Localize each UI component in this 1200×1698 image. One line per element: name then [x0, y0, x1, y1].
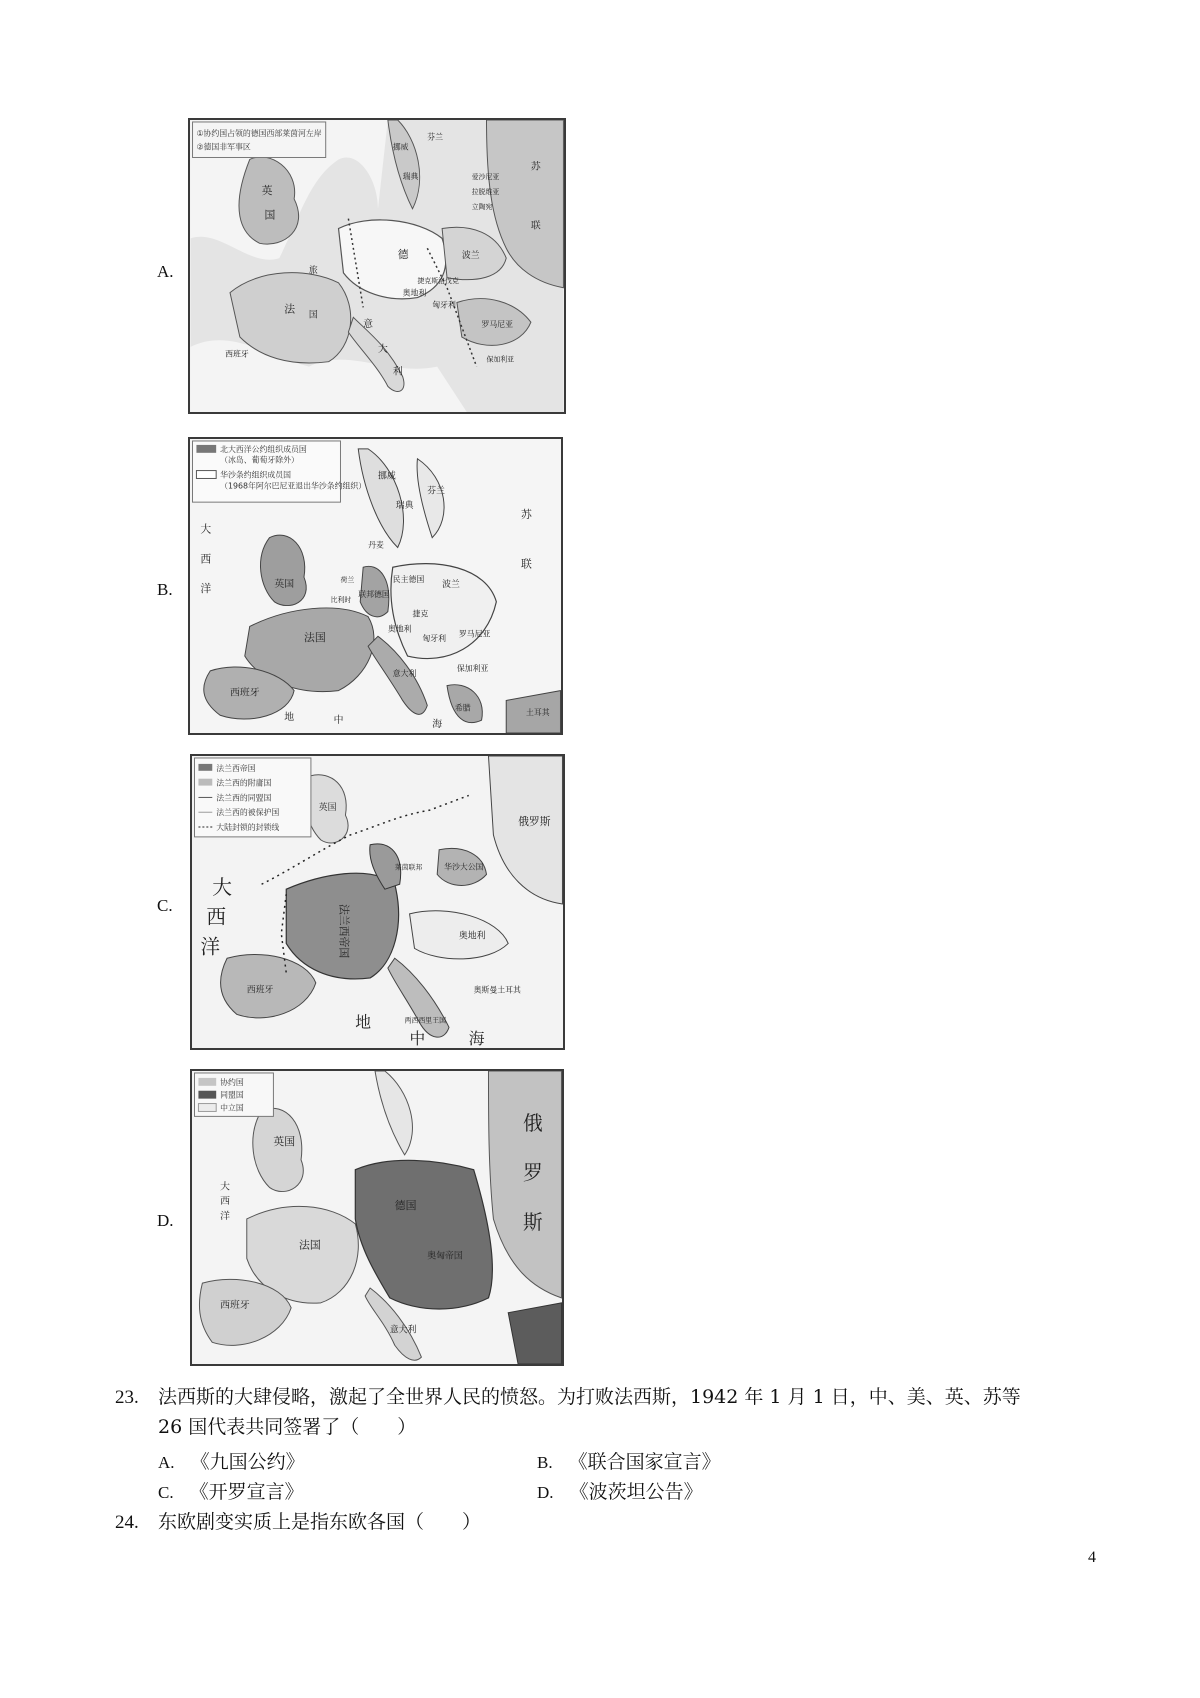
map-b-label: 意大利 [392, 668, 417, 678]
option-b-letter: B. [157, 580, 173, 599]
map-c-svg [192, 756, 563, 1048]
map-b-label: 瑞典 [395, 501, 414, 512]
map-c-label: 英国 [318, 803, 337, 814]
map-a-svg [190, 120, 564, 412]
map-d-legend-1: 协约国 [220, 1077, 244, 1087]
map-b-label: 海 [432, 719, 443, 731]
map-b-legend-1: 北大西洋公约组织成员国 [220, 444, 307, 454]
question-23-choice-a[interactable] [158, 1447, 305, 1474]
choice-text: 《九国公约》 [190, 1451, 305, 1473]
map-d-label: 西班牙 [220, 1299, 250, 1311]
map-a-label: 利 [392, 366, 403, 378]
choice-letter: B. [537, 1453, 553, 1472]
map-c-label: 两西西里王国 [404, 1016, 446, 1025]
question-23-number: 23. [115, 1387, 139, 1408]
map-d-label: 斯 [523, 1210, 543, 1234]
map-c-label: 西 [206, 905, 227, 929]
map-a-label: 西班牙 [225, 349, 249, 359]
map-c-label: 大 [212, 876, 232, 900]
map-b-label: 比利时 [330, 595, 352, 604]
map-c-legend-3: 法兰西的同盟国 [216, 793, 272, 803]
map-c-label: 奥地利 [458, 931, 486, 942]
map-b-label: 英国 [274, 578, 295, 590]
question-24-number: 24. [115, 1512, 139, 1533]
map-c-napoleonic-europe [190, 754, 565, 1050]
map-b-label: 西 [200, 552, 212, 566]
map-a-label: 奥地利 [402, 288, 427, 298]
map-c-label: 洋 [200, 935, 221, 959]
map-d-label: 洋 [220, 1210, 231, 1222]
map-d-label: 俄 [523, 1112, 543, 1136]
map-a-label: 波兰 [461, 251, 480, 262]
map-c-legend-4: 法兰西的被保护国 [216, 808, 280, 818]
map-a-label: 捷克斯洛伐克 [417, 276, 459, 285]
map-b-label: 民主德国 [392, 575, 425, 585]
map-b-label: 波兰 [442, 579, 460, 590]
map-c-label: 地 [355, 1012, 372, 1032]
map-a-versailles-europe [188, 118, 566, 414]
map-b-label: 匈牙利 [422, 634, 446, 644]
map-b-label: 联 [521, 557, 532, 571]
map-d-label: 罗 [523, 1161, 543, 1185]
map-d-label: 法国 [299, 1238, 321, 1252]
map-a-label: 旅 [308, 265, 318, 276]
page-number: 4 [1088, 1549, 1096, 1566]
map-b-label: 挪威 [377, 471, 396, 482]
map-c-label: 俄罗斯 [518, 815, 551, 829]
map-d-label: 奥匈帝国 [427, 1251, 463, 1262]
map-b-label: 苏 [521, 507, 532, 521]
map-b-label: 罗马尼亚 [458, 629, 491, 639]
map-a-legend-1: ①协约国占领的德国西部莱茵河左岸 [196, 128, 322, 138]
map-d-svg [192, 1071, 562, 1364]
map-d-legend-2: 同盟国 [220, 1090, 244, 1100]
map-a-label: 德 [397, 248, 409, 262]
question-23-choice-d[interactable] [537, 1477, 703, 1504]
option-c-letter: C. [157, 896, 173, 915]
map-a-label: 国 [308, 310, 318, 321]
map-d-wwi-europe [190, 1069, 564, 1366]
map-a-label: 挪威 [392, 142, 409, 152]
map-d-legend-3: 中立国 [220, 1103, 244, 1113]
choice-text: 《联合国家宣言》 [568, 1451, 721, 1473]
map-b-label: 奥地利 [387, 624, 412, 634]
map-b-cold-war-europe [188, 437, 563, 735]
choice-text: 《开罗宣言》 [189, 1481, 304, 1503]
map-c-legend-2: 法兰西的附庸国 [216, 778, 272, 788]
map-d-label: 大 [220, 1181, 231, 1193]
map-b-label: 法国 [303, 631, 326, 645]
map-b-label: 保加利亚 [456, 663, 489, 673]
map-d-label: 西 [220, 1196, 231, 1208]
map-a-label: 联 [530, 220, 541, 232]
map-a-label: 爱沙尼亚 [471, 173, 500, 182]
option-a-letter: A. [157, 262, 174, 281]
map-a-label: 匈牙利 [432, 300, 456, 310]
map-a-label: 芬兰 [427, 132, 444, 142]
map-b-label: 捷克 [412, 609, 429, 619]
option-d-letter: D. [157, 1211, 174, 1230]
map-c-label: 西班牙 [246, 985, 274, 996]
map-b-label: 荷兰 [340, 576, 355, 585]
map-a-label: 法 [284, 302, 296, 316]
map-a-label: 大 [377, 343, 388, 355]
map-c-label: 海 [468, 1029, 485, 1048]
map-a-label: 保加利亚 [486, 355, 515, 364]
map-c-label: 莱茵联邦 [394, 863, 423, 872]
map-a-label: 意 [363, 319, 374, 331]
map-b-label: 芬兰 [427, 486, 446, 497]
map-a-legend-2: ②德国非军事区 [196, 142, 251, 152]
map-c-legend-1: 法兰西帝国 [216, 763, 256, 773]
choice-letter: D. [537, 1483, 554, 1502]
map-b-legend-4: （1968年阿尔巴尼亚退出华沙条约组织） [220, 481, 367, 491]
question-23-choice-c[interactable] [158, 1477, 304, 1504]
map-c-label: 中 [409, 1029, 426, 1048]
map-b-label: 土耳其 [525, 708, 550, 718]
map-b-label: 联邦德国 [358, 589, 390, 599]
map-d-label: 意大利 [389, 1325, 417, 1336]
map-a-label: 瑞典 [402, 172, 419, 182]
map-c-label: 法兰西帝国 [337, 903, 351, 959]
map-a-label: 立陶宛 [471, 202, 493, 211]
choice-text: 《波茨坦公告》 [569, 1481, 703, 1503]
map-c-label: 华沙大公国 [444, 862, 484, 872]
question-24-stem: 东欧剧变实质上是指东欧各国（ ） [158, 1511, 482, 1533]
map-a-label: 罗马尼亚 [481, 320, 514, 330]
choice-letter: A. [158, 1453, 175, 1472]
question-23-choice-b[interactable] [537, 1447, 721, 1474]
map-a-label: 拉脱维亚 [471, 187, 500, 196]
map-b-label: 丹麦 [368, 540, 384, 550]
map-b-legend-2: （冰岛、葡萄牙除外） [220, 455, 299, 465]
choice-letter: C. [158, 1483, 174, 1502]
map-b-label: 洋 [200, 581, 212, 595]
map-d-label: 德国 [394, 1199, 417, 1213]
map-b-label: 地 [284, 712, 295, 724]
question-23-stem-line1: 法西斯的大肆侵略，激起了全世界人民的愤怒。为打败法西斯，1942 年 1 月 1 日，中、美、英、苏等 [158, 1386, 1021, 1408]
map-a-label: 苏 [530, 161, 541, 173]
question-23-stem-line2: 26 国代表共同签署了（ ） [158, 1416, 417, 1438]
map-c-legend-5: 大陆封锁的封锁线 [216, 822, 280, 832]
map-b-label: 希腊 [454, 703, 471, 713]
map-b-label: 西班牙 [229, 687, 260, 699]
map-b-legend-3: 华沙条约组织成员国 [220, 470, 291, 480]
map-b-label: 中 [333, 715, 344, 727]
map-b-svg [190, 439, 561, 733]
map-c-label: 奥斯曼土耳其 [473, 985, 521, 995]
map-a-label: 英 [261, 183, 273, 197]
map-a-label: 国 [264, 208, 276, 222]
map-d-label: 英国 [273, 1134, 296, 1148]
map-b-label: 大 [200, 522, 212, 536]
